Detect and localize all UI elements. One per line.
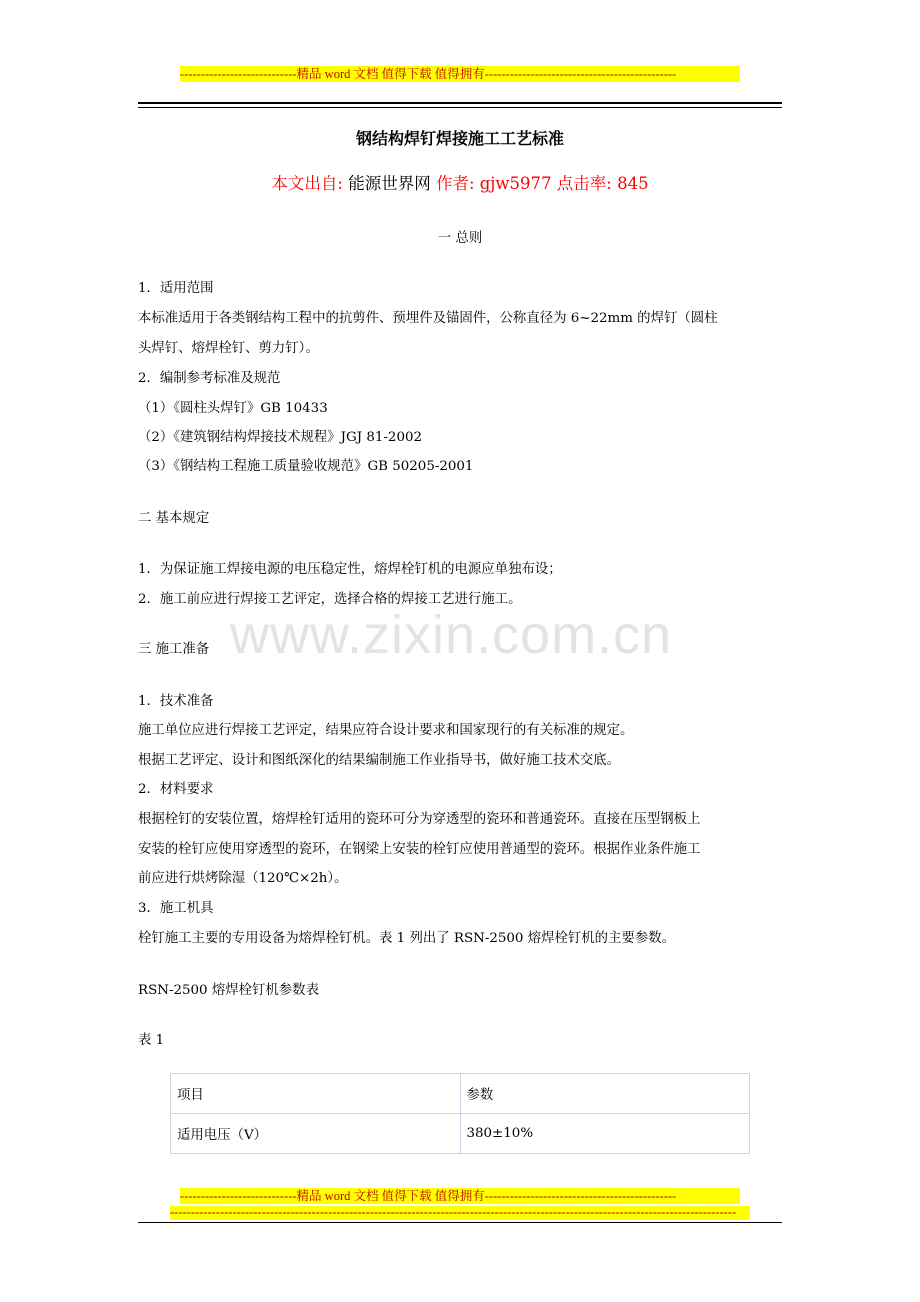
subsection-title: 1．技术准备 [138, 694, 214, 709]
source-line [0, 172, 920, 196]
paragraph: 前应进行烘烤除湿（120℃×2h）。 [138, 871, 348, 886]
header-rule [138, 102, 782, 104]
paragraph: 头焊钉、熔焊栓钉、剪力钉）。 [138, 341, 319, 356]
rule-item: 1．为保证施工焊接电源的电压稳定性，熔焊栓钉机的电源应单独布设； [138, 562, 562, 577]
author-label: 作者: [435, 174, 475, 193]
paragraph: 施工单位应进行焊接工艺评定，结果应符合设计要求和国家现行的有关标准的规定。 [138, 723, 634, 738]
bottom-banner-dashes: ---------------------------------------------------------------------------------------------------------------------------------------- [170, 1206, 750, 1220]
watermark: www.zixin.com.cn [230, 605, 673, 665]
parameters-table [170, 1073, 750, 1154]
paragraph: 安装的栓钉应使用穿透型的瓷环，在钢梁上安装的栓钉应使用普通型的瓷环。根据作业条件施工 [138, 842, 701, 857]
reference-item: （3）《钢结构工程施工质量验收规范》GB 50205-2001 [138, 459, 474, 474]
subsection-title: 2．编制参考标准及规范 [138, 371, 281, 386]
table-row [171, 1114, 750, 1154]
clicks-count: 845 [617, 174, 649, 193]
section-heading-general: 一 总则 [437, 231, 483, 246]
top-banner: ----------------------------精品 word 文档 值得下载 值得拥有---------------------------------------------- [180, 66, 740, 82]
paragraph: 栓钉施工主要的专用设备为熔焊栓钉机。表 1 列出了 RSN-2500 熔焊栓钉机的主要参数。 [138, 931, 676, 946]
author-name: gjw5977 [479, 174, 552, 193]
table-header-row [171, 1074, 750, 1114]
table-cell: 380±10% [460, 1114, 750, 1154]
paragraph: 根据栓钉的安装位置，熔焊栓钉适用的瓷环可分为穿透型的瓷环和普通瓷环。直接在压型钢板上 [138, 812, 701, 827]
reference-item: （2）《建筑钢结构焊接技术规程》JGJ 81-2002 [138, 430, 423, 445]
reference-item: （1）《圆柱头焊钉》GB 10433 [138, 401, 328, 416]
paragraph: 根据工艺评定、设计和图纸深化的结果编制施工作业指导书，做好施工技术交底。 [138, 753, 621, 768]
subsection-title: 1．适用范围 [138, 281, 214, 296]
source-site: 能源世界网 [348, 174, 431, 193]
clicks-label: 点击率: [556, 174, 612, 193]
header-rule-thin [138, 107, 782, 108]
table-label: 表 1 [138, 1033, 165, 1048]
section-heading-basic-rules: 二 基本规定 [138, 511, 210, 526]
table-header-cell: 参数 [460, 1074, 750, 1114]
paragraph: 本标准适用于各类钢结构工程中的抗剪件、预埋件及锚固件，公称直径为 6~22mm 的焊钉（圆柱 [138, 311, 718, 326]
document-title: 钢结构焊钉焊接施工工艺标准 [355, 129, 564, 148]
bottom-banner: ----------------------------精品 word 文档 值得下载 值得拥有---------------------------------------------- [180, 1188, 740, 1204]
table-caption: RSN-2500 熔焊栓钉机参数表 [138, 983, 319, 998]
section-heading-preparation: 三 施工准备 [138, 642, 210, 657]
table-header-cell: 项目 [171, 1074, 461, 1114]
rule-item: 2．施工前应进行焊接工艺评定，选择合格的焊接工艺进行施工。 [138, 592, 522, 607]
table-cell: 适用电压（V） [171, 1114, 461, 1154]
subsection-title: 3．施工机具 [138, 901, 214, 916]
source-label: 本文出自: [271, 174, 343, 193]
subsection-title: 2．材料要求 [138, 782, 214, 797]
footer-rule [138, 1222, 782, 1223]
